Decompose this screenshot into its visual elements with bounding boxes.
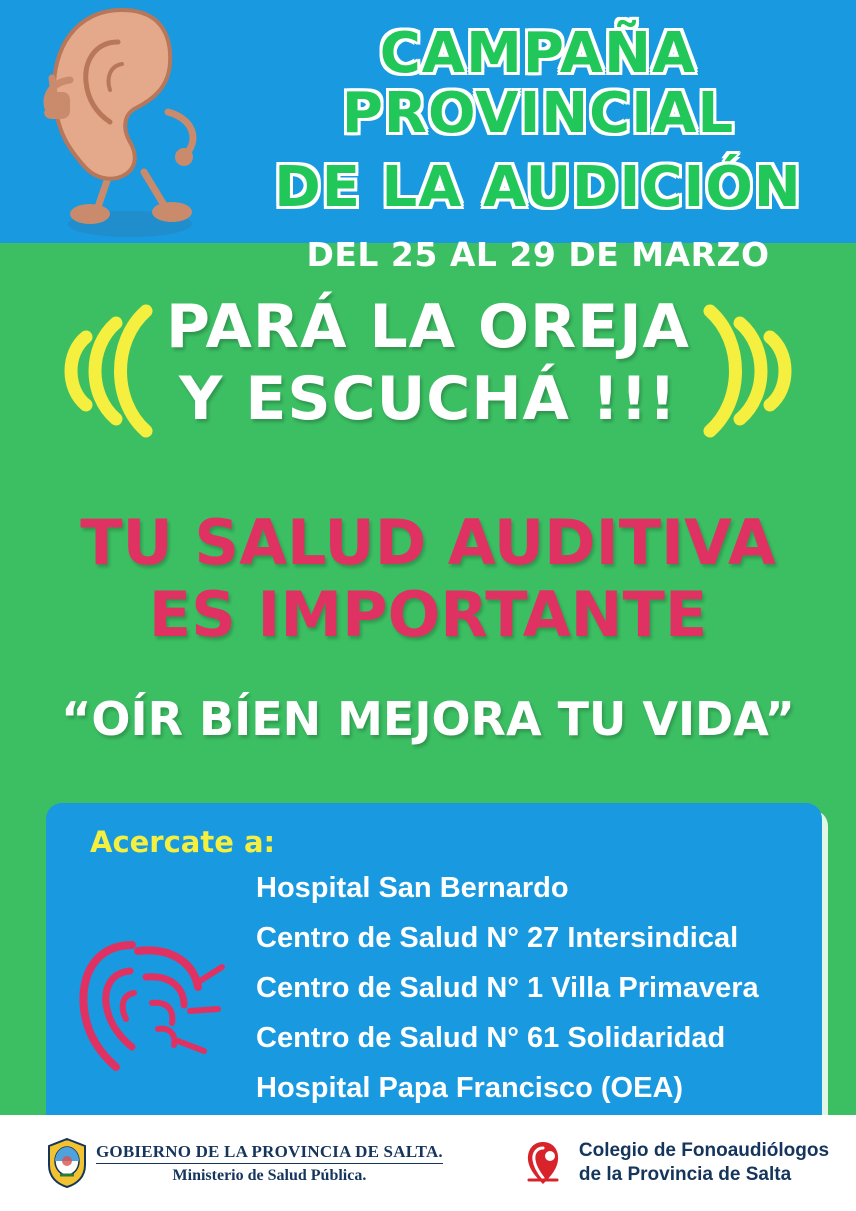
list-item: Centro de Salud N° 1 Villa Primavera [256,972,759,1004]
header-text-block [232,10,844,274]
salta-coat-of-arms-icon [46,1137,88,1189]
colegio-fonoaudiologos-logo-icon [517,1136,569,1190]
campaign-title-line1: CAMPAÑA PROVINCIAL [341,21,735,146]
ear-mascot-icon [18,2,228,242]
venues-card-title: Acercate a: [90,825,276,859]
campaign-dates: DEL 25 AL 29 DE MARZO [306,235,770,274]
poster-header [0,0,856,274]
ear-outline-icon [72,931,242,1081]
slogan-block [0,273,856,473]
list-item: Hospital San Bernardo [256,872,569,904]
college-logo-block [517,1136,829,1190]
list-item: Centro de Salud N° 27 Intersindical [256,922,739,954]
headline-block [0,507,856,651]
slogan-line1: PARÁ LA OREJA [166,292,690,362]
venues-card [46,803,822,1143]
list-item: Hospital Papa Francisco (OEA) [256,1072,684,1104]
government-logo-block [46,1137,443,1189]
government-name: GOBIERNO DE LA PROVINCIA DE SALTA. [96,1142,443,1164]
ministry-name: Ministerio de Salud Pública. [172,1166,367,1184]
headline-line1: TU SALUD AUDITIVA [80,506,776,579]
college-name-line2: de la Provincia de Salta [578,1164,792,1185]
headline-line2: ES IMPORTANTE [148,578,708,651]
list-item: Centro de Salud N° 61 Solidaridad [256,1022,726,1054]
slogan-line2: Y ESCUCHÁ !!! [179,364,677,434]
quote-text: “OÍR BÍEN MEJORA TU VIDA” [61,692,795,746]
college-name-line1: Colegio de Fonoaudiólogos [578,1140,830,1161]
campaign-title-line2: DE LA AUDICIÓN [274,155,802,220]
poster-footer [0,1115,856,1211]
